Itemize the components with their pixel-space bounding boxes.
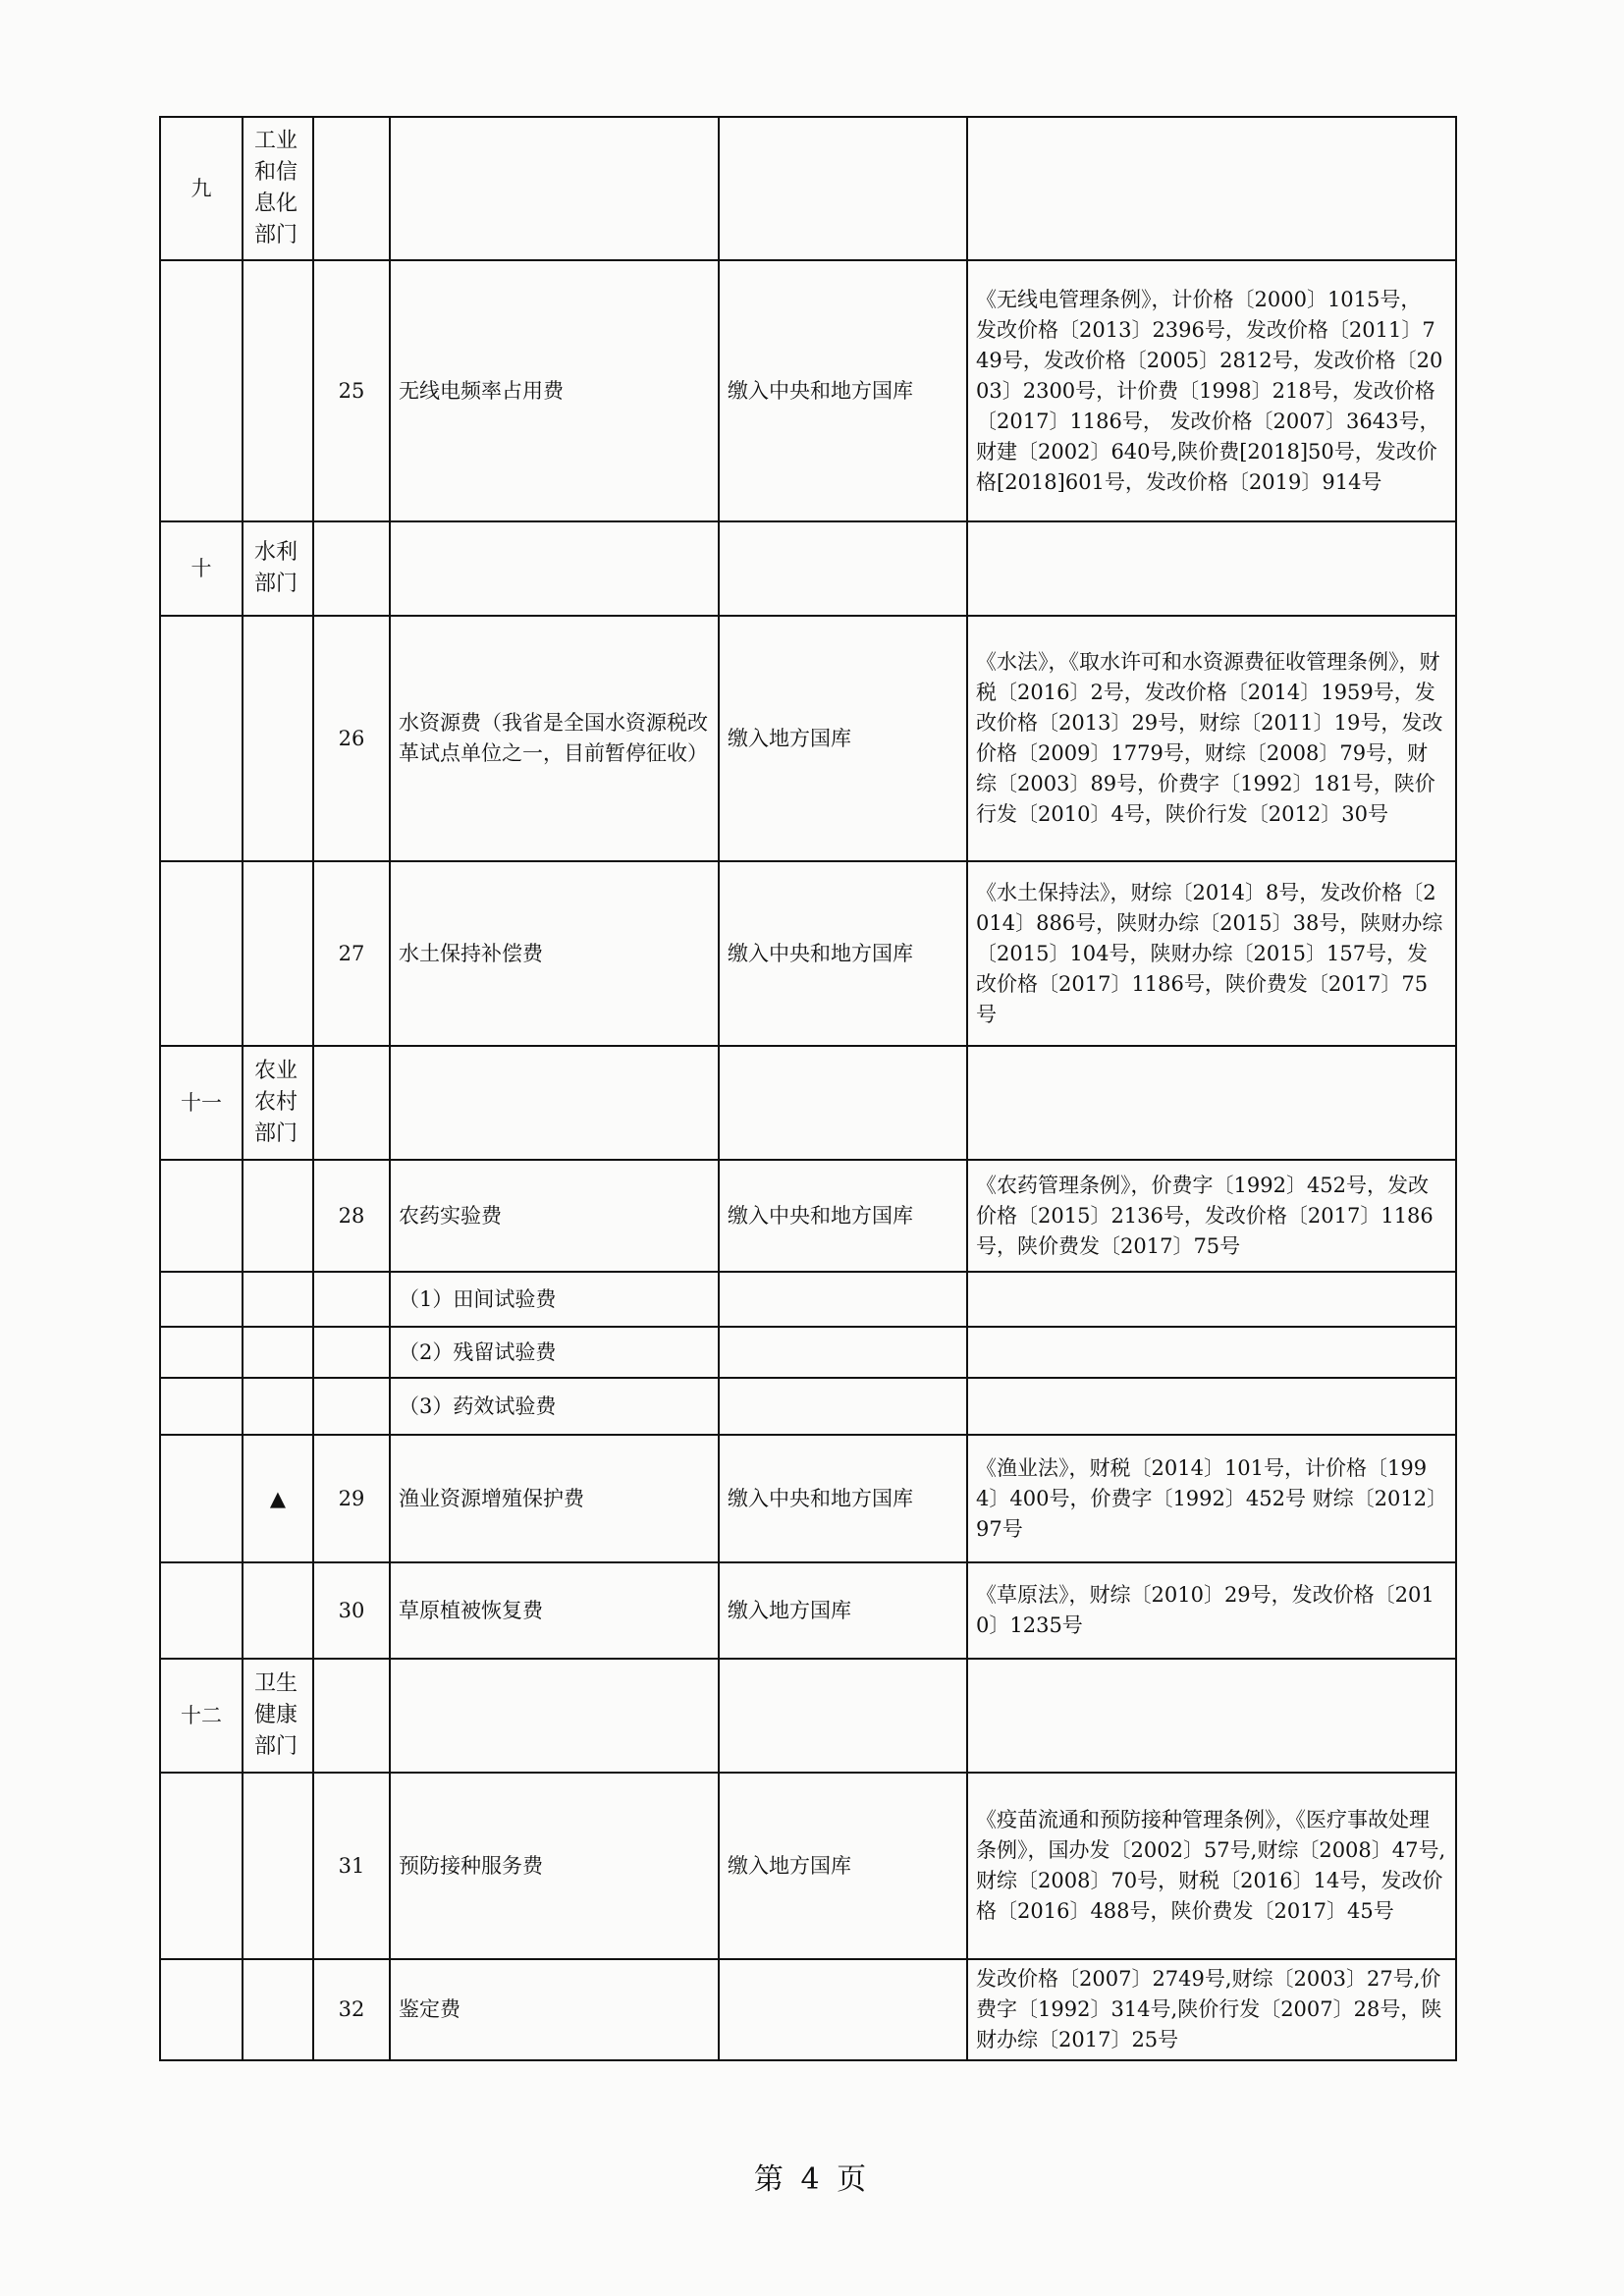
dept-seq [160,1327,243,1378]
item-destination [719,1327,967,1378]
dept-seq [160,1435,243,1562]
dept-name: 卫生健康部门 [254,1671,298,1759]
dept-seq [160,616,243,861]
item-number: 31 [313,1773,390,1959]
item-name: 草原植被恢复费 [390,1562,719,1659]
fee-row [160,1435,1456,1562]
item-name: 水土保持补偿费 [390,861,719,1046]
fee-row [160,260,1456,521]
sub-item-row [160,1378,1456,1435]
item-name: 预防接种服务费 [390,1773,719,1959]
item-name: 水资源费（我省是全国水资源税改革试点单位之一，目前暂停征收） [390,616,719,861]
sub-item-name: （2）残留试验费 [390,1327,719,1378]
item-mark [243,861,313,1046]
dept-seq [160,1272,243,1327]
dept-name: 工业和信息化部门 [254,129,298,247]
item-number: 30 [313,1562,390,1659]
item-number: 27 [313,861,390,1046]
item-basis: 《草原法》，财综〔2010〕29号，发改价格〔2010〕1235号 [967,1562,1456,1659]
dept-seq [160,1959,243,2060]
dept-row [160,117,1456,260]
item-basis [967,1046,1456,1160]
dept-seq: 十 [160,521,243,616]
item-basis: 发改价格〔2007〕2749号,财综〔2003〕27号,价费字〔1992〕314号,陕价行发〔2007〕28号，陕财办综〔2017〕25号 [967,1959,1456,2060]
item-mark [243,1378,313,1435]
item-destination: 缴入中央和地方国库 [719,1435,967,1562]
dept-name-cell [243,1659,313,1773]
item-mark [243,1959,313,2060]
item-destination: 缴入地方国库 [719,1773,967,1959]
item-basis [967,1378,1456,1435]
item-number: 25 [313,260,390,521]
fee-row [160,1160,1456,1272]
sub-item-row [160,1272,1456,1327]
item-basis: 《水法》，《取水许可和水资源费征收管理条例》，财税〔2016〕2号，发改价格〔2014〕1959号，发改价格〔2013〕29号，财综〔2011〕19号，发改价格〔2009〕1779号，财综〔2008〕79号，财综〔2003〕89号，价费字〔1992〕181号，陕价行发〔2010〕4号，陕价行发〔2012〕30号 [967,616,1456,861]
item-destination: 缴入中央和地方国库 [719,861,967,1046]
item-name [390,1659,719,1773]
item-destination: 缴入地方国库 [719,1562,967,1659]
item-number [313,1659,390,1773]
dept-name: 水利部门 [254,540,298,596]
item-basis [967,1659,1456,1773]
item-destination [719,1378,967,1435]
item-destination [719,1659,967,1773]
item-basis: 《渔业法》，财税〔2014〕101号，计价格〔1994〕400号，价费字〔1992〕452号 财综〔2012〕97号 [967,1435,1456,1562]
dept-row [160,521,1456,616]
item-mark [243,1773,313,1959]
item-basis [967,1272,1456,1327]
dept-seq [160,1378,243,1435]
item-mark [243,260,313,521]
dept-seq [160,1773,243,1959]
item-name [390,117,719,260]
fee-row [160,1959,1456,2060]
dept-row [160,1659,1456,1773]
fee-row [160,1562,1456,1659]
dept-seq [160,260,243,521]
dept-row [160,1046,1456,1160]
item-mark [243,1272,313,1327]
item-mark [243,616,313,861]
item-mark [243,1160,313,1272]
item-number [313,521,390,616]
fee-table [159,116,1457,2061]
item-number: 28 [313,1160,390,1272]
dept-name-cell [243,117,313,260]
item-mark: ▲ [243,1435,313,1562]
item-destination [719,1046,967,1160]
item-number [313,1378,390,1435]
item-basis [967,117,1456,260]
item-destination [719,1959,967,2060]
sub-item-name: （3）药效试验费 [390,1378,719,1435]
dept-seq: 十一 [160,1046,243,1160]
item-number [313,1046,390,1160]
page-number: 第 4 页 [753,2162,871,2197]
item-destination [719,521,967,616]
dept-name-cell [243,1046,313,1160]
item-number [313,117,390,260]
item-mark [243,1327,313,1378]
item-basis [967,521,1456,616]
item-number [313,1327,390,1378]
dept-seq [160,861,243,1046]
item-name: 无线电频率占用费 [390,260,719,521]
item-destination: 缴入中央和地方国库 [719,260,967,521]
dept-seq [160,1160,243,1272]
dept-name: 农业农村部门 [254,1059,298,1146]
dept-seq [160,1562,243,1659]
fee-row [160,861,1456,1046]
dept-name-cell [243,521,313,616]
item-basis: 《疫苗流通和预防接种管理条例》，《医疗事故处理条例》，国办发〔2002〕57号,财综〔2008〕47号,财综〔2008〕70号，财税〔2016〕14号，发改价格〔2016〕488号，陕价费发〔2017〕45号 [967,1773,1456,1959]
item-destination: 缴入中央和地方国库 [719,1160,967,1272]
item-name: 鉴定费 [390,1959,719,2060]
sub-item-row [160,1327,1456,1378]
dept-seq: 十二 [160,1659,243,1773]
item-number: 29 [313,1435,390,1562]
fee-row [160,1773,1456,1959]
item-name [390,1046,719,1160]
item-name: 农药实验费 [390,1160,719,1272]
item-mark [243,1562,313,1659]
item-destination [719,1272,967,1327]
item-basis: 《农药管理条例》，价费字〔1992〕452号，发改价格〔2015〕2136号，发改价格〔2017〕1186号，陕价费发〔2017〕75号 [967,1160,1456,1272]
item-basis: 《无线电管理条例》，计价格〔2000〕1015号， 发改价格〔2013〕2396号，发改价格〔2011〕749号，发改价格〔2005〕2812号，发改价格〔2003〕2300号，计价费〔1998〕218号，发改价格〔2017〕1186号， 发改价格〔2007〕3643号，财建〔2002〕640号,陕价费[2018]50号，发改价格[2018]601号，发改价格〔2019〕914号 [967,260,1456,521]
item-name: 渔业资源增殖保护费 [390,1435,719,1562]
item-basis: 《水土保持法》，财综〔2014〕8号，发改价格〔2014〕886号，陕财办综〔2015〕38号，陕财办综〔2015〕104号，陕财办综〔2015〕157号，发改价格〔2017〕1186号，陕价费发〔2017〕75号 [967,861,1456,1046]
item-number: 32 [313,1959,390,2060]
fee-row [160,616,1456,861]
item-number: 26 [313,616,390,861]
dept-seq: 九 [160,117,243,260]
item-destination [719,117,967,260]
item-destination: 缴入地方国库 [719,616,967,861]
item-basis [967,1327,1456,1378]
item-name [390,521,719,616]
sub-item-name: （1）田间试验费 [390,1272,719,1327]
item-number [313,1272,390,1327]
